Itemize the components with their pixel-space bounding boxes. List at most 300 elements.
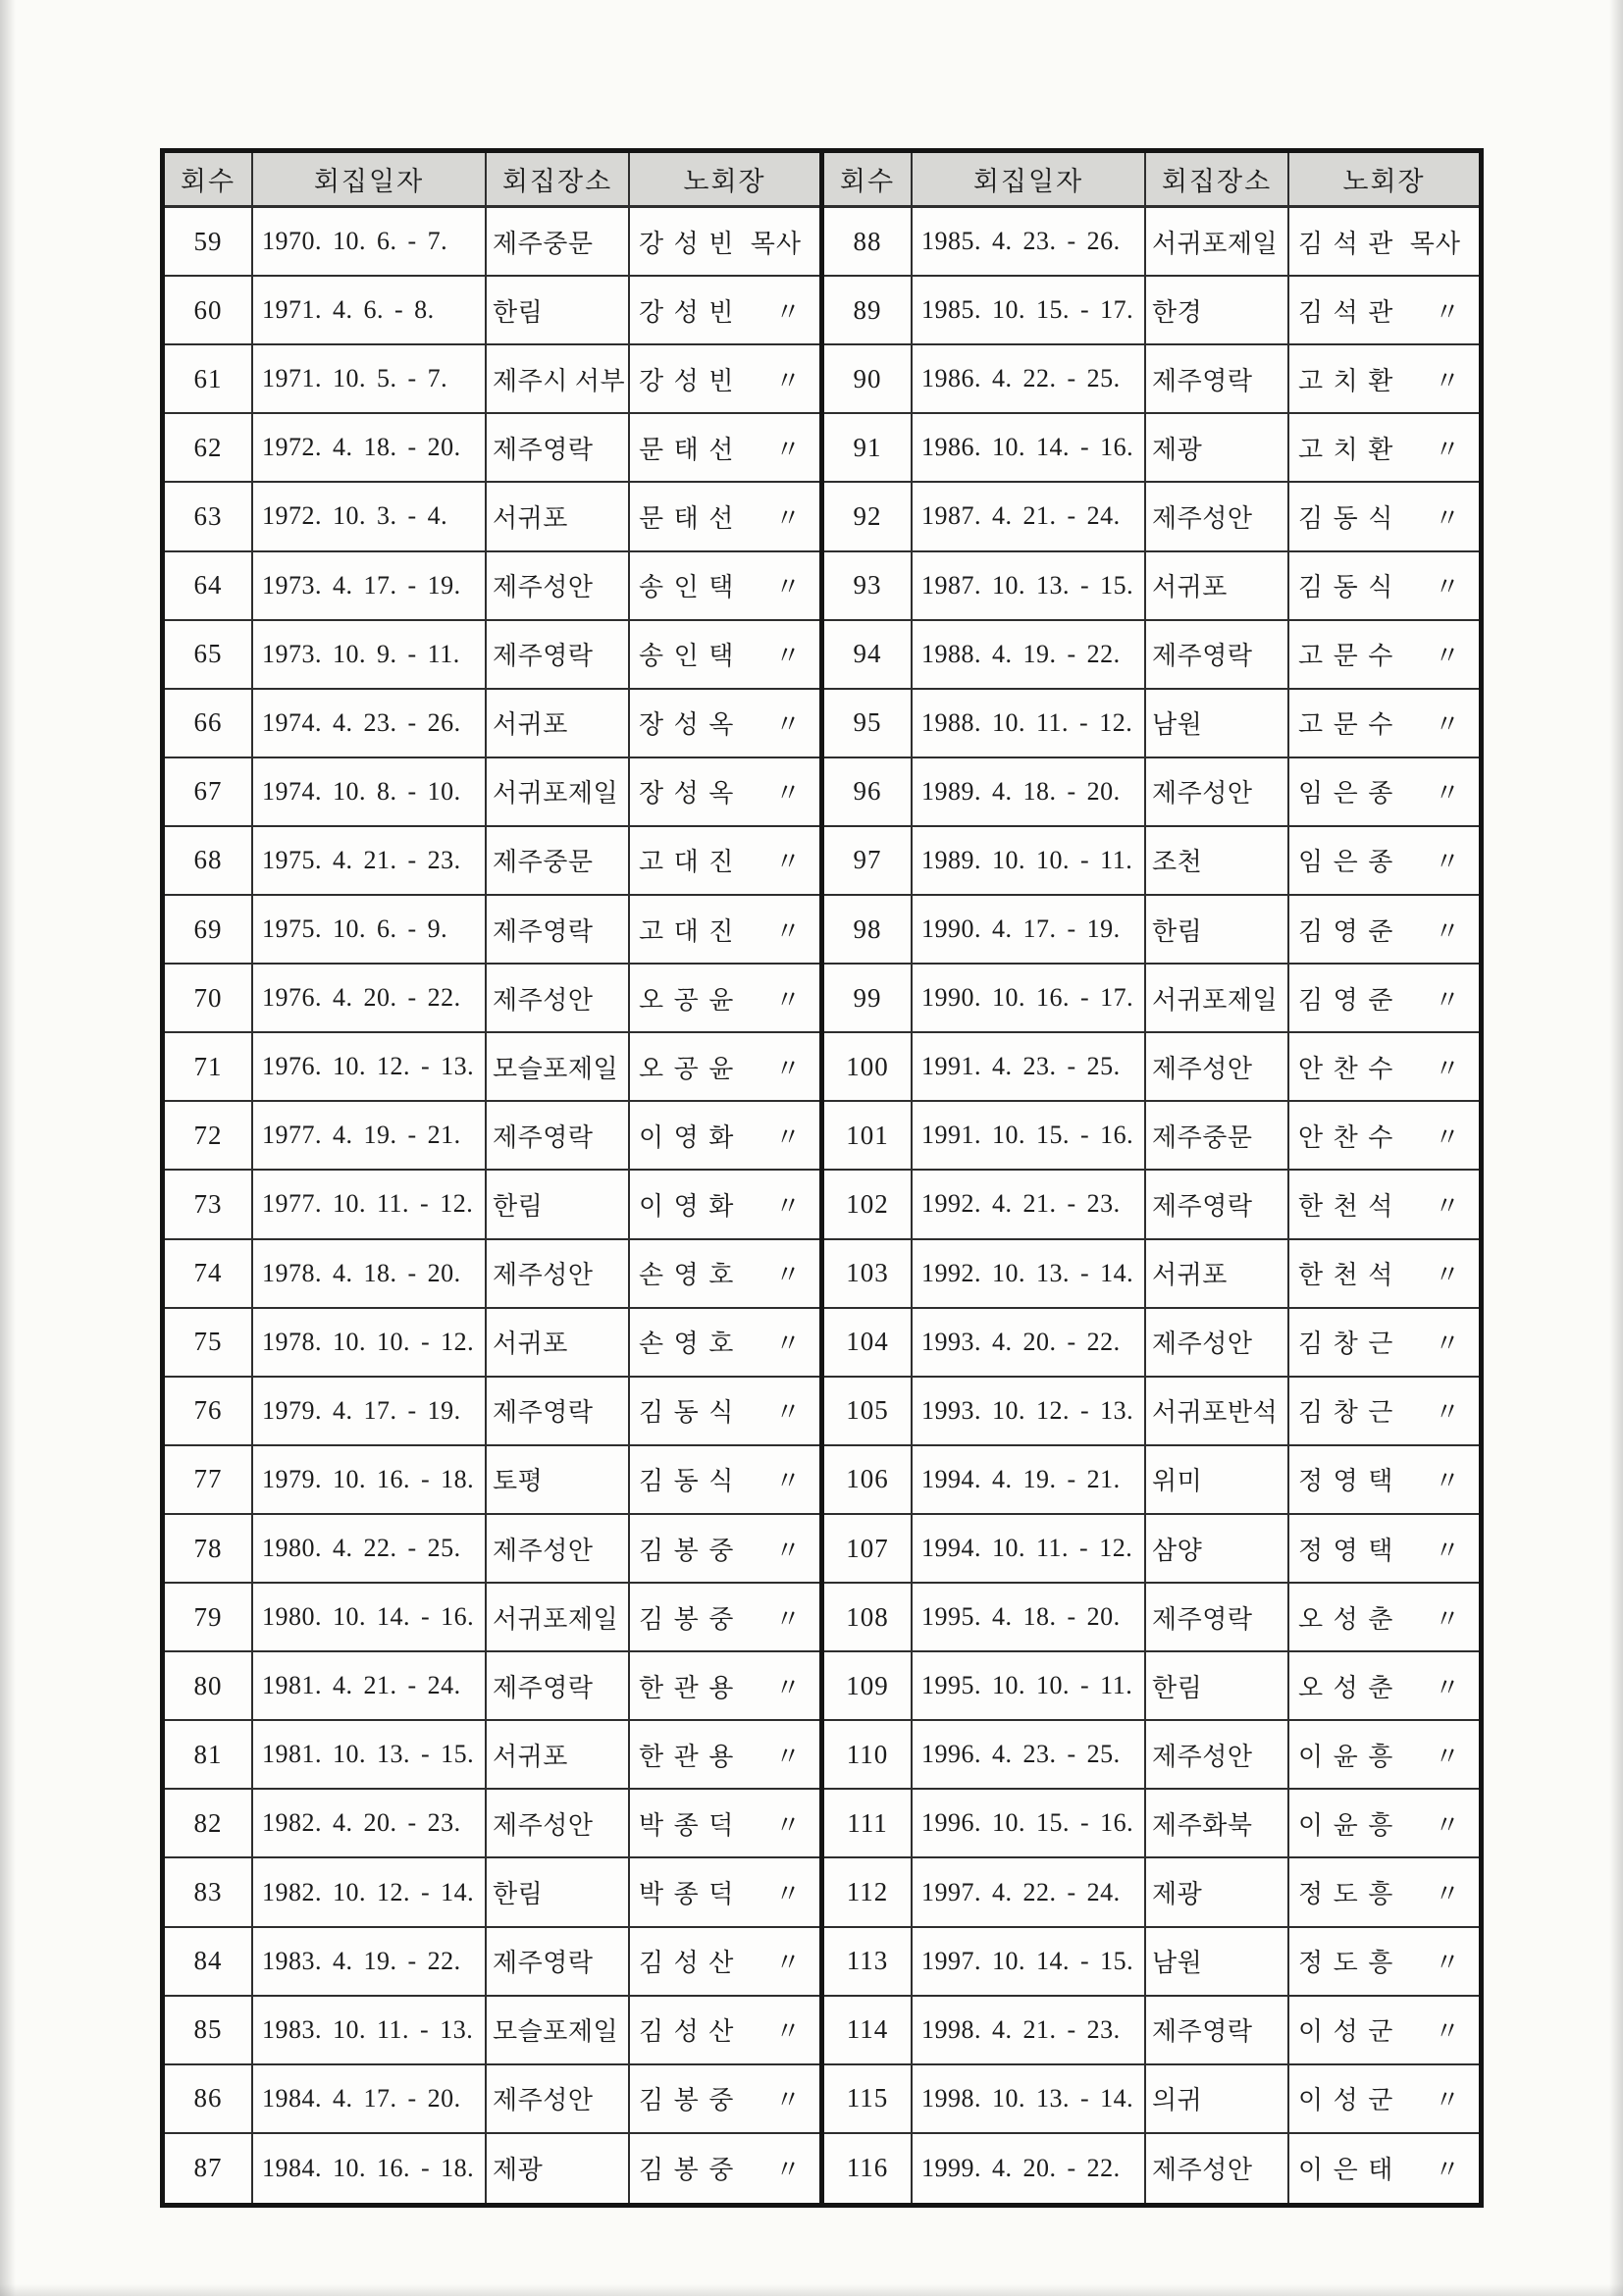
scan-edge-shading-left — [0, 0, 16, 2296]
session-number: 66 — [165, 690, 253, 758]
moderator-name: 송 인 택 — [639, 642, 736, 671]
meeting-place: 제주영락 — [487, 414, 630, 483]
session-number: 89 — [824, 277, 913, 345]
session-number: 65 — [165, 621, 253, 690]
session-number: 77 — [165, 1446, 253, 1515]
moderator-name: 고 문 수 — [1298, 710, 1395, 740]
meeting-date: 1986. 10. 14. - 16. — [913, 414, 1146, 483]
moderator-cell — [630, 1378, 819, 1446]
moderator-title: 〃 — [1434, 642, 1461, 671]
meeting-place: 한림 — [487, 1858, 630, 1927]
header-moderator: 노회장 — [630, 153, 819, 208]
session-number: 94 — [824, 621, 913, 690]
meeting-date: 1995. 4. 18. - 20. — [913, 1584, 1146, 1652]
session-number: 83 — [165, 1858, 253, 1927]
meeting-place: 제광 — [487, 2134, 630, 2203]
moderator-name: 문 태 선 — [639, 503, 736, 533]
meeting-place: 서귀포 — [487, 1721, 630, 1790]
moderator-name: 정 영 택 — [1298, 1467, 1395, 1496]
moderator-name: 고 치 환 — [1298, 366, 1395, 395]
meeting-date: 1983. 4. 19. - 22. — [253, 1928, 487, 1997]
table-right-half-sessions-88-116 — [824, 153, 1479, 2203]
meeting-place: 한림 — [1146, 1652, 1289, 1721]
moderator-name: 장 성 옥 — [639, 779, 736, 809]
meeting-date: 1994. 4. 19. - 21. — [913, 1446, 1146, 1515]
moderator-title: 〃 — [774, 642, 802, 671]
moderator-title: 〃 — [1434, 1330, 1461, 1359]
moderator-title: 〃 — [1434, 366, 1461, 395]
meeting-date: 1983. 10. 11. - 13. — [253, 1997, 487, 2065]
moderator-cell — [630, 1584, 819, 1652]
meeting-place: 제주영락 — [487, 1378, 630, 1446]
moderator-cell — [1289, 483, 1479, 551]
session-number: 86 — [165, 2065, 253, 2134]
session-number: 116 — [824, 2134, 913, 2203]
meeting-place: 제주성안 — [487, 2065, 630, 2134]
moderator-name: 김 봉 중 — [639, 1604, 736, 1634]
moderator-title: 〃 — [774, 2156, 802, 2185]
session-number: 88 — [824, 208, 913, 277]
session-number: 63 — [165, 483, 253, 551]
moderator-cell — [630, 1858, 819, 1927]
meeting-date: 1974. 10. 8. - 10. — [253, 758, 487, 827]
moderator-title: 〃 — [1434, 1191, 1461, 1221]
header-meeting-place: 회집장소 — [487, 153, 630, 208]
session-number: 59 — [165, 208, 253, 277]
moderator-title: 〃 — [774, 779, 802, 809]
moderator-name: 김 석 관 — [1298, 229, 1395, 258]
meeting-place: 제주영락 — [1146, 1997, 1289, 2065]
meeting-place: 서귀포제일 — [1146, 208, 1289, 277]
meeting-place: 한경 — [1146, 277, 1289, 345]
moderator-title: 〃 — [1434, 1742, 1461, 1771]
session-number: 105 — [824, 1378, 913, 1446]
header-session-no: 회수 — [165, 153, 253, 208]
moderator-cell — [630, 827, 819, 896]
moderator-title: 〃 — [774, 985, 802, 1015]
meeting-place: 토평 — [487, 1446, 630, 1515]
meeting-date: 1978. 4. 18. - 20. — [253, 1240, 487, 1309]
moderator-cell — [1289, 1102, 1479, 1171]
moderator-title: 〃 — [1434, 297, 1461, 327]
moderator-title: 〃 — [774, 1122, 802, 1152]
session-number: 61 — [165, 345, 253, 414]
session-number: 103 — [824, 1240, 913, 1309]
meeting-place: 위미 — [1146, 1446, 1289, 1515]
session-number: 109 — [824, 1652, 913, 1721]
moderator-name: 김 동 식 — [1298, 573, 1395, 602]
meeting-date: 1976. 4. 20. - 22. — [253, 965, 487, 1033]
meeting-place: 제주중문 — [487, 827, 630, 896]
moderator-title: 〃 — [1434, 435, 1461, 464]
meeting-date: 1980. 4. 22. - 25. — [253, 1515, 487, 1584]
moderator-name: 김 봉 중 — [639, 1536, 736, 1565]
moderator-title: 〃 — [1434, 848, 1461, 877]
meeting-date: 1987. 10. 13. - 15. — [913, 552, 1146, 621]
meeting-place: 제주중문 — [1146, 1102, 1289, 1171]
moderator-title: 〃 — [774, 366, 802, 395]
moderator-name: 이 영 화 — [639, 1191, 736, 1221]
meeting-place: 한림 — [1146, 896, 1289, 965]
meeting-place: 제주영락 — [487, 621, 630, 690]
moderator-cell — [630, 414, 819, 483]
meeting-date: 1975. 4. 21. - 23. — [253, 827, 487, 896]
meeting-place: 서귀포제일 — [1146, 965, 1289, 1033]
moderator-title: 〃 — [774, 1742, 802, 1771]
meeting-place: 제주성안 — [1146, 1721, 1289, 1790]
moderator-title: 〃 — [1434, 1880, 1461, 1909]
session-number: 93 — [824, 552, 913, 621]
session-number: 60 — [165, 277, 253, 345]
moderator-cell — [1289, 1309, 1479, 1378]
moderator-cell — [630, 277, 819, 345]
moderator-cell — [630, 552, 819, 621]
header-moderator: 노회장 — [1289, 153, 1479, 208]
moderator-title: 〃 — [774, 2017, 802, 2047]
moderator-cell — [630, 1033, 819, 1102]
meeting-place: 제주성안 — [1146, 1033, 1289, 1102]
meeting-date: 1990. 10. 16. - 17. — [913, 965, 1146, 1033]
moderator-title: 〃 — [774, 435, 802, 464]
meeting-date: 1984. 10. 16. - 18. — [253, 2134, 487, 2203]
meeting-date: 1979. 10. 16. - 18. — [253, 1446, 487, 1515]
meeting-date: 1980. 10. 14. - 16. — [253, 1584, 487, 1652]
meeting-place: 서귀포 — [487, 690, 630, 758]
moderator-cell — [630, 1102, 819, 1171]
moderator-title: 〃 — [774, 1398, 802, 1428]
moderator-name: 김 동 식 — [639, 1467, 736, 1496]
moderator-title: 〃 — [774, 503, 802, 533]
session-number: 62 — [165, 414, 253, 483]
meeting-date: 1985. 10. 15. - 17. — [913, 277, 1146, 345]
meeting-place: 한림 — [487, 277, 630, 345]
meeting-place: 제주시 서부 — [487, 345, 630, 414]
meeting-date: 1999. 4. 20. - 22. — [913, 2134, 1146, 2203]
session-number: 68 — [165, 827, 253, 896]
moderator-name: 임 은 종 — [1298, 779, 1395, 809]
moderator-name: 김 창 근 — [1298, 1398, 1395, 1428]
moderator-title: 〃 — [774, 573, 802, 602]
meeting-place: 제주성안 — [1146, 758, 1289, 827]
meeting-date: 1995. 10. 10. - 11. — [913, 1652, 1146, 1721]
moderator-title: 목사 — [750, 229, 802, 258]
moderator-name: 오 공 윤 — [639, 1054, 736, 1083]
moderator-cell — [1289, 1446, 1479, 1515]
moderator-cell — [630, 1721, 819, 1790]
moderator-name: 김 석 관 — [1298, 297, 1395, 327]
moderator-title: 〃 — [1434, 2156, 1461, 2185]
moderator-cell — [1289, 690, 1479, 758]
moderator-title: 〃 — [774, 1880, 802, 1909]
moderator-cell — [1289, 552, 1479, 621]
moderator-name: 김 창 근 — [1298, 1330, 1395, 1359]
moderator-cell — [630, 1928, 819, 1997]
moderator-cell — [1289, 896, 1479, 965]
moderator-name: 이 성 군 — [1298, 2017, 1395, 2047]
moderator-name: 손 영 호 — [639, 1330, 736, 1359]
meeting-place: 서귀포제일 — [487, 1584, 630, 1652]
meeting-date: 1972. 4. 18. - 20. — [253, 414, 487, 483]
session-number: 84 — [165, 1928, 253, 1997]
meeting-date: 1979. 4. 17. - 19. — [253, 1378, 487, 1446]
meeting-date: 1985. 4. 23. - 26. — [913, 208, 1146, 277]
meeting-place: 제주성안 — [487, 1515, 630, 1584]
moderator-title: 〃 — [774, 1949, 802, 1978]
header-session-no: 회수 — [824, 153, 913, 208]
moderator-cell — [630, 345, 819, 414]
meeting-date: 1977. 4. 19. - 21. — [253, 1102, 487, 1171]
scan-edge-shading-bottom — [0, 2284, 1623, 2296]
moderator-name: 임 은 종 — [1298, 848, 1395, 877]
moderator-cell — [630, 1171, 819, 1239]
moderator-title: 〃 — [774, 1673, 802, 1702]
meeting-date: 1970. 10. 6. - 7. — [253, 208, 487, 277]
session-number: 78 — [165, 1515, 253, 1584]
moderator-cell — [1289, 2065, 1479, 2134]
meeting-date: 1993. 4. 20. - 22. — [913, 1309, 1146, 1378]
session-number: 95 — [824, 690, 913, 758]
moderator-title: 〃 — [1434, 1604, 1461, 1634]
meeting-place: 서귀포반석 — [1146, 1378, 1289, 1446]
moderator-name: 한 천 석 — [1298, 1191, 1395, 1221]
moderator-cell — [630, 1446, 819, 1515]
moderator-title: 〃 — [774, 1536, 802, 1565]
session-number: 101 — [824, 1102, 913, 1171]
moderator-title: 〃 — [1434, 916, 1461, 946]
moderator-title: 〃 — [1434, 1536, 1461, 1565]
meeting-place: 서귀포 — [1146, 552, 1289, 621]
meeting-date: 1992. 4. 21. - 23. — [913, 1171, 1146, 1239]
moderator-cell — [630, 965, 819, 1033]
meeting-place: 모슬포제일 — [487, 1997, 630, 2065]
meeting-place: 서귀포 — [1146, 1240, 1289, 1309]
session-number: 67 — [165, 758, 253, 827]
session-number: 79 — [165, 1584, 253, 1652]
session-number: 87 — [165, 2134, 253, 2203]
table-left-half-sessions-59-87 — [165, 153, 824, 2203]
session-number: 81 — [165, 1721, 253, 1790]
moderator-cell — [1289, 1171, 1479, 1239]
moderator-cell — [1289, 1584, 1479, 1652]
moderator-name: 장 성 옥 — [639, 710, 736, 740]
meeting-date: 1989. 10. 10. - 11. — [913, 827, 1146, 896]
moderator-cell — [630, 621, 819, 690]
moderator-title: 〃 — [1434, 2086, 1461, 2115]
session-number: 114 — [824, 1997, 913, 2065]
moderator-cell — [1289, 621, 1479, 690]
meeting-date: 1988. 10. 11. - 12. — [913, 690, 1146, 758]
header-meeting-date: 회집일자 — [913, 153, 1146, 208]
meeting-date: 1998. 4. 21. - 23. — [913, 1997, 1146, 2065]
session-number: 80 — [165, 1652, 253, 1721]
moderator-name: 오 공 윤 — [639, 985, 736, 1015]
session-number: 90 — [824, 345, 913, 414]
moderator-title: 〃 — [774, 710, 802, 740]
meeting-date: 1993. 10. 12. - 13. — [913, 1378, 1146, 1446]
meeting-place: 제주성안 — [1146, 483, 1289, 551]
meeting-date: 1992. 10. 13. - 14. — [913, 1240, 1146, 1309]
moderator-name: 김 봉 중 — [639, 2086, 736, 2115]
moderator-cell — [1289, 1928, 1479, 1997]
meeting-date: 1972. 10. 3. - 4. — [253, 483, 487, 551]
meeting-place: 제주영락 — [487, 1928, 630, 1997]
moderator-name: 이 영 화 — [639, 1122, 736, 1152]
moderator-title: 〃 — [774, 916, 802, 946]
meeting-place: 남원 — [1146, 1928, 1289, 1997]
meeting-place: 제주성안 — [1146, 1309, 1289, 1378]
meeting-place: 삼양 — [1146, 1515, 1289, 1584]
moderator-name: 손 영 호 — [639, 1261, 736, 1290]
moderator-cell — [1289, 277, 1479, 345]
session-number: 111 — [824, 1790, 913, 1858]
moderator-title: 〃 — [774, 1604, 802, 1634]
meeting-date: 1971. 4. 6. - 8. — [253, 277, 487, 345]
session-number: 92 — [824, 483, 913, 551]
meeting-place: 제주영락 — [1146, 1171, 1289, 1239]
meeting-date: 1976. 10. 12. - 13. — [253, 1033, 487, 1102]
moderator-cell — [1289, 1790, 1479, 1858]
moderator-title: 〃 — [774, 297, 802, 327]
moderator-cell — [1289, 758, 1479, 827]
meeting-date: 1998. 10. 13. - 14. — [913, 2065, 1146, 2134]
session-number: 112 — [824, 1858, 913, 1927]
moderator-name: 오 성 춘 — [1298, 1673, 1395, 1702]
moderator-name: 박 종 덕 — [639, 1880, 736, 1909]
moderator-name: 강 성 빈 — [639, 229, 736, 258]
moderator-title: 〃 — [1434, 1122, 1461, 1152]
meeting-place: 모슬포제일 — [487, 1033, 630, 1102]
moderator-cell — [1289, 965, 1479, 1033]
moderator-name: 한 천 석 — [1298, 1261, 1395, 1290]
meeting-date: 1987. 4. 21. - 24. — [913, 483, 1146, 551]
meeting-date: 1989. 4. 18. - 20. — [913, 758, 1146, 827]
moderator-title: 〃 — [1434, 1673, 1461, 1702]
moderator-title: 〃 — [1434, 1054, 1461, 1083]
moderator-cell — [630, 896, 819, 965]
meeting-place: 제주성안 — [487, 1790, 630, 1858]
moderator-name: 한 관 용 — [639, 1742, 736, 1771]
moderator-name: 안 찬 수 — [1298, 1122, 1395, 1152]
presbytery-session-table — [160, 148, 1484, 2208]
moderator-title: 〃 — [774, 1810, 802, 1840]
meeting-place: 서귀포제일 — [487, 758, 630, 827]
meeting-place: 제주중문 — [487, 208, 630, 277]
session-number: 70 — [165, 965, 253, 1033]
session-number: 71 — [165, 1033, 253, 1102]
moderator-cell — [1289, 345, 1479, 414]
moderator-title: 〃 — [1434, 503, 1461, 533]
moderator-cell — [1289, 1858, 1479, 1927]
meeting-place: 한림 — [487, 1171, 630, 1239]
meeting-place: 의귀 — [1146, 2065, 1289, 2134]
moderator-title: 〃 — [774, 1467, 802, 1496]
header-meeting-date: 회집일자 — [253, 153, 487, 208]
moderator-name: 고 치 환 — [1298, 435, 1395, 464]
header-meeting-place: 회집장소 — [1146, 153, 1289, 208]
moderator-title: 〃 — [774, 1054, 802, 1083]
moderator-cell — [1289, 1378, 1479, 1446]
meeting-date: 1996. 4. 23. - 25. — [913, 1721, 1146, 1790]
session-number: 104 — [824, 1309, 913, 1378]
moderator-cell — [630, 483, 819, 551]
moderator-cell — [1289, 1997, 1479, 2065]
meeting-date: 1973. 4. 17. - 19. — [253, 552, 487, 621]
moderator-title: 〃 — [774, 1330, 802, 1359]
scan-edge-shading-right — [1609, 0, 1623, 2296]
meeting-date: 1981. 4. 21. - 24. — [253, 1652, 487, 1721]
session-number: 72 — [165, 1102, 253, 1171]
meeting-place: 제주성안 — [1146, 2134, 1289, 2203]
meeting-date: 1997. 4. 22. - 24. — [913, 1858, 1146, 1927]
meeting-date: 1994. 10. 11. - 12. — [913, 1515, 1146, 1584]
meeting-place: 제주영락 — [487, 1652, 630, 1721]
session-number: 98 — [824, 896, 913, 965]
session-number: 73 — [165, 1171, 253, 1239]
session-number: 74 — [165, 1240, 253, 1309]
moderator-cell — [630, 1240, 819, 1309]
moderator-cell — [630, 690, 819, 758]
session-number: 82 — [165, 1790, 253, 1858]
meeting-date: 1971. 10. 5. - 7. — [253, 345, 487, 414]
moderator-name: 정 영 택 — [1298, 1536, 1395, 1565]
moderator-name: 한 관 용 — [639, 1673, 736, 1702]
moderator-title: 〃 — [1434, 1810, 1461, 1840]
moderator-name: 고 대 진 — [639, 916, 736, 946]
moderator-cell — [1289, 1240, 1479, 1309]
session-number: 91 — [824, 414, 913, 483]
moderator-cell — [630, 1652, 819, 1721]
meeting-place: 제광 — [1146, 414, 1289, 483]
moderator-cell — [1289, 827, 1479, 896]
meeting-place: 제주영락 — [1146, 1584, 1289, 1652]
meeting-date: 1996. 10. 15. - 16. — [913, 1790, 1146, 1858]
meeting-date: 1991. 4. 23. - 25. — [913, 1033, 1146, 1102]
meeting-place: 제주영락 — [1146, 621, 1289, 690]
session-number: 76 — [165, 1378, 253, 1446]
meeting-place: 제주화북 — [1146, 1790, 1289, 1858]
moderator-name: 강 성 빈 — [639, 366, 736, 395]
meeting-place: 서귀포 — [487, 1309, 630, 1378]
meeting-date: 1986. 4. 22. - 25. — [913, 345, 1146, 414]
meeting-place: 제주영락 — [1146, 345, 1289, 414]
meeting-place: 서귀포 — [487, 483, 630, 551]
moderator-name: 정 도 흥 — [1298, 1880, 1395, 1909]
session-number: 113 — [824, 1928, 913, 1997]
meeting-place: 남원 — [1146, 690, 1289, 758]
meeting-place: 제주영락 — [487, 1102, 630, 1171]
session-number: 102 — [824, 1171, 913, 1239]
moderator-title: 〃 — [1434, 779, 1461, 809]
moderator-cell — [1289, 1721, 1479, 1790]
moderator-title: 〃 — [774, 1191, 802, 1221]
moderator-title: 〃 — [1434, 573, 1461, 602]
meeting-date: 1991. 10. 15. - 16. — [913, 1102, 1146, 1171]
meeting-date: 1973. 10. 9. - 11. — [253, 621, 487, 690]
moderator-name: 김 영 준 — [1298, 916, 1395, 946]
moderator-cell — [630, 1790, 819, 1858]
moderator-name: 오 성 춘 — [1298, 1604, 1395, 1634]
moderator-name: 이 성 군 — [1298, 2086, 1395, 2115]
moderator-name: 고 대 진 — [639, 848, 736, 877]
moderator-name: 이 윤 흥 — [1298, 1742, 1395, 1771]
moderator-name: 이 은 태 — [1298, 2156, 1395, 2185]
moderator-cell — [1289, 414, 1479, 483]
moderator-title: 〃 — [1434, 2017, 1461, 2047]
moderator-name: 송 인 택 — [639, 573, 736, 602]
moderator-name: 정 도 흥 — [1298, 1949, 1395, 1978]
moderator-title: 〃 — [1434, 1949, 1461, 1978]
moderator-name: 김 동 식 — [1298, 503, 1395, 533]
